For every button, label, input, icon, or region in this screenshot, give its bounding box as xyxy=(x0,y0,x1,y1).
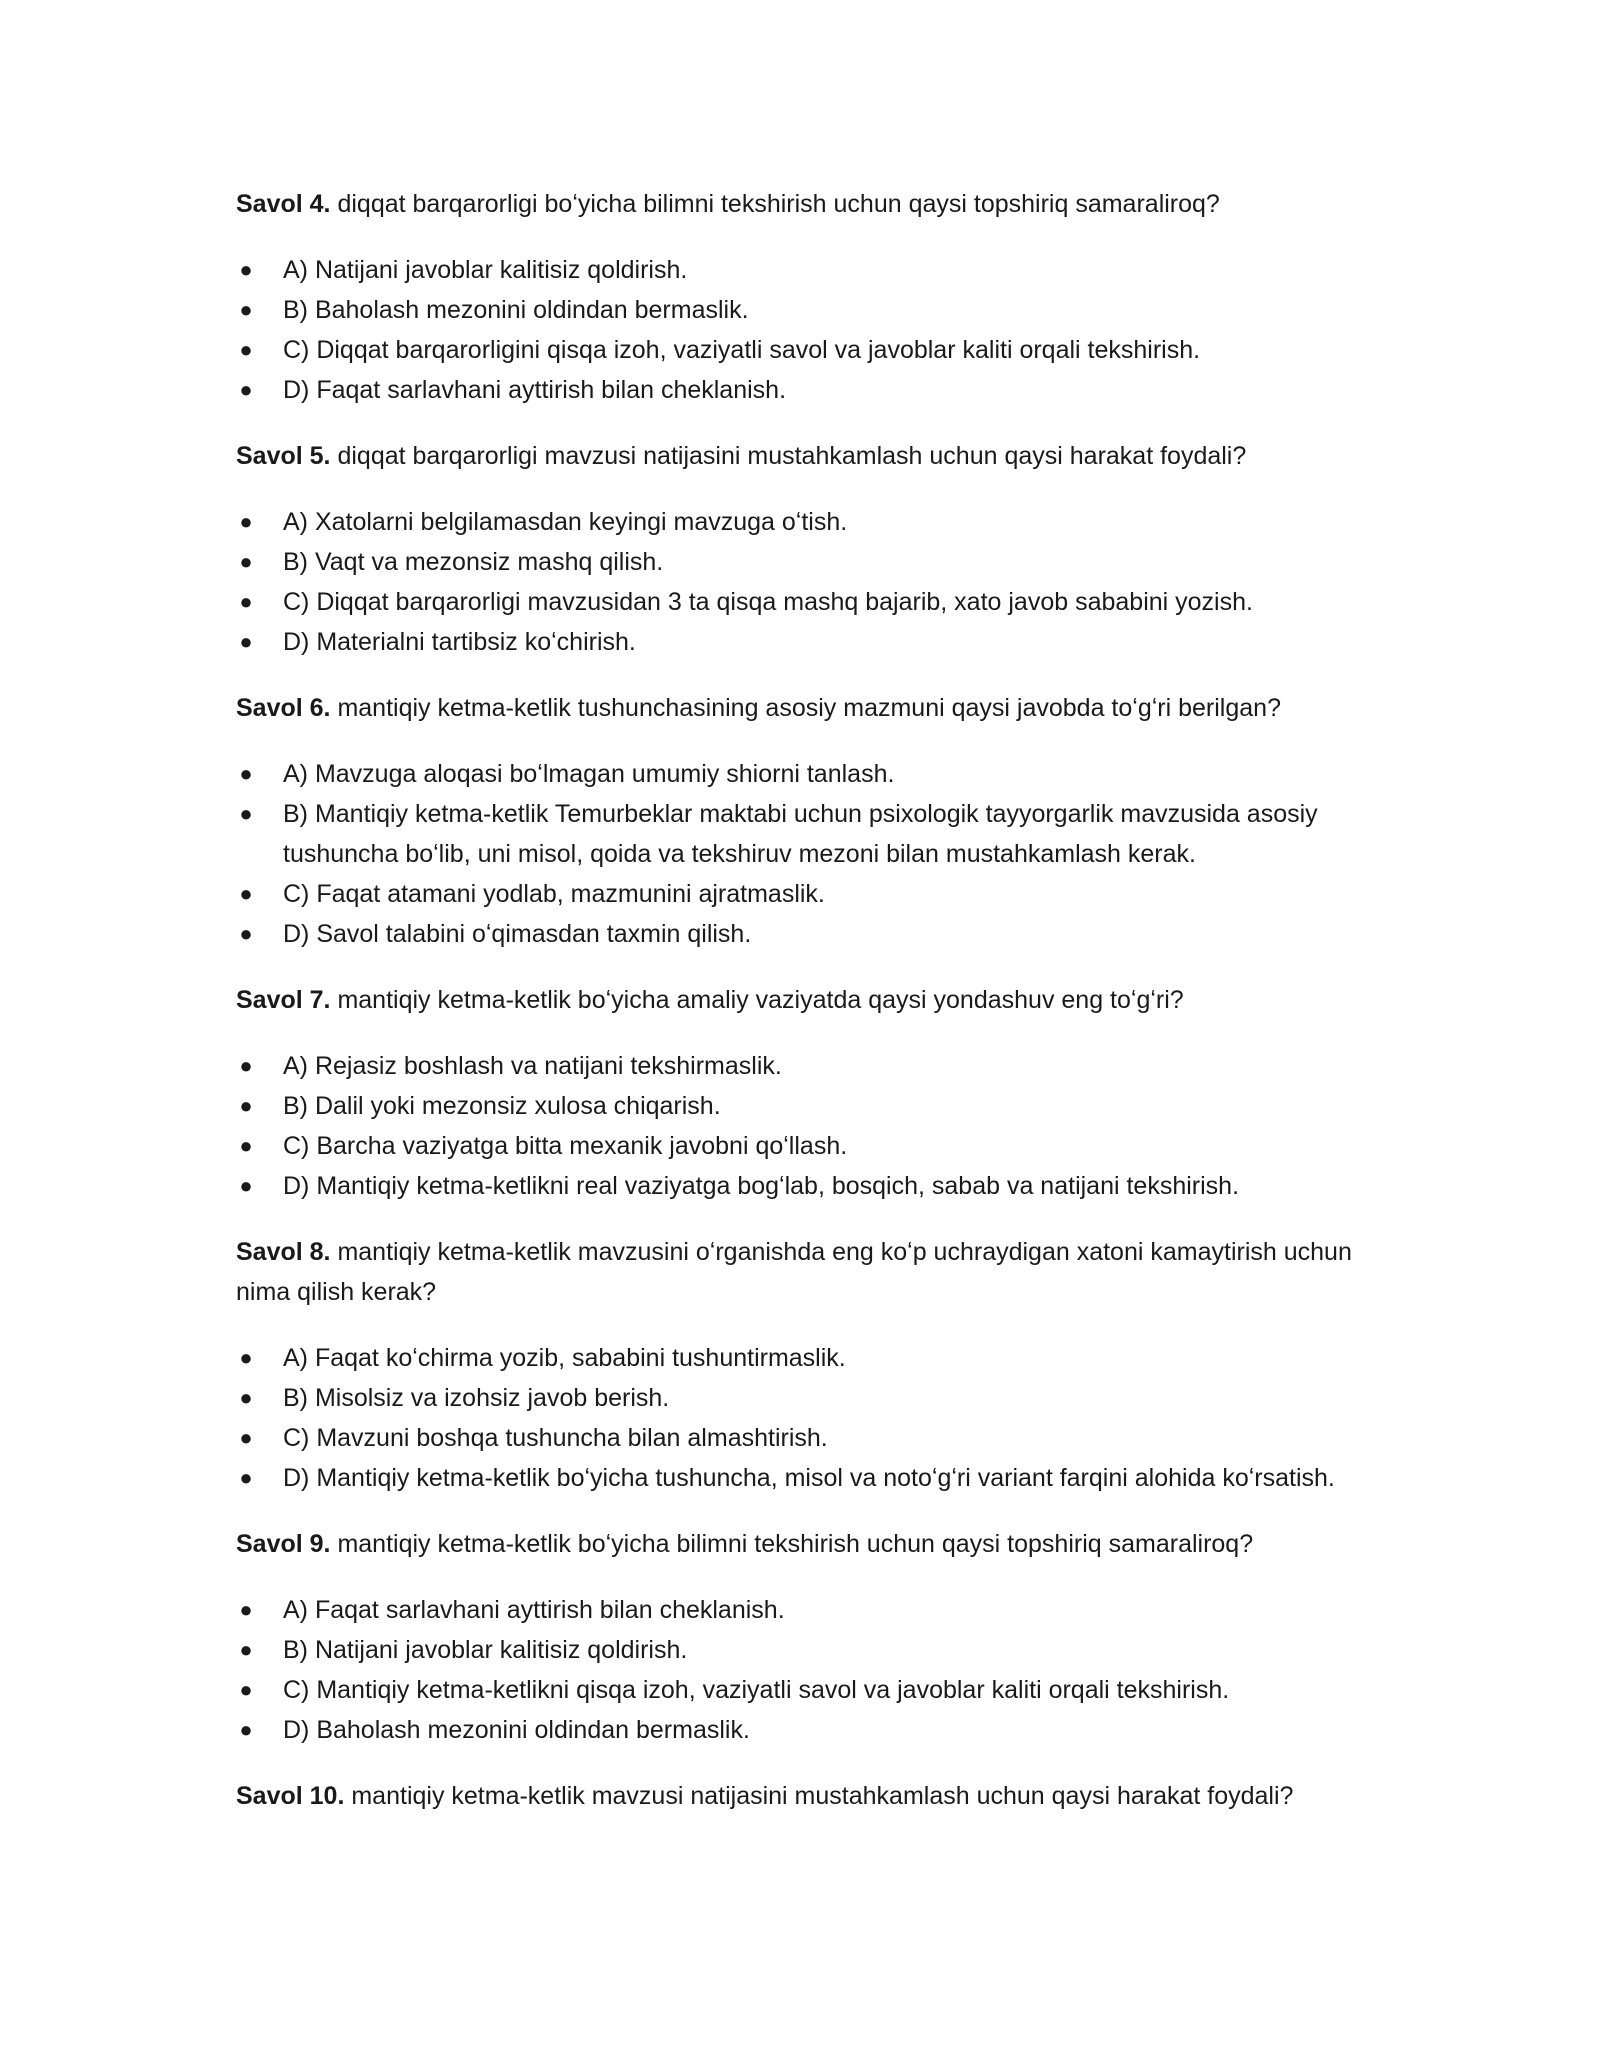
question-text: mantiqiy ketma-ketlik boʻyicha amaliy vaziyatda qaysi yondashuv eng toʻgʻri? xyxy=(337,986,1184,1014)
document-content xyxy=(236,184,1356,1842)
answer-option xyxy=(236,1338,1356,1378)
question-label: Savol 10. xyxy=(236,1782,345,1810)
bullet-icon: ● xyxy=(239,1465,253,1490)
answer-option xyxy=(236,1166,1356,1206)
question-label: Savol 4. xyxy=(236,190,331,218)
answer-option xyxy=(236,1086,1356,1126)
answer-option-text: A) Faqat koʻchirma yozib, sababini tushuntirmaslik. xyxy=(283,1344,846,1372)
answer-option-text: B) Baholash mezonini oldindan bermaslik. xyxy=(283,296,749,324)
bullet-icon: ● xyxy=(239,1597,253,1622)
question-block xyxy=(236,1232,1356,1498)
bullet-icon: ● xyxy=(239,1133,253,1158)
bullet-icon: ● xyxy=(239,629,253,654)
question-block xyxy=(236,184,1356,410)
answer-option-text: D) Baholash mezonini oldindan bermaslik. xyxy=(283,1716,750,1744)
answer-option-text: B) Misolsiz va izohsiz javob berish. xyxy=(283,1384,670,1412)
bullet-icon: ● xyxy=(239,549,253,574)
question-title xyxy=(236,1524,1356,1564)
answer-option xyxy=(236,582,1356,622)
bullet-icon: ● xyxy=(239,377,253,402)
bullet-icon: ● xyxy=(239,1173,253,1198)
answer-option xyxy=(236,250,1356,290)
answer-option xyxy=(236,754,1356,794)
answer-option-text: C) Diqqat barqarorligini qisqa izoh, vaziyatli savol va javoblar kaliti orqali tekshirish. xyxy=(283,336,1201,364)
answer-option xyxy=(236,1378,1356,1418)
bullet-icon: ● xyxy=(239,1053,253,1078)
question-block xyxy=(236,436,1356,662)
answer-option-text: B) Natijani javoblar kalitisiz qoldirish. xyxy=(283,1636,688,1664)
question-label: Savol 8. xyxy=(236,1238,331,1266)
answer-option xyxy=(236,330,1356,370)
answer-option xyxy=(236,1046,1356,1086)
answer-option xyxy=(236,1670,1356,1710)
answer-option xyxy=(236,794,1356,874)
bullet-icon: ● xyxy=(239,509,253,534)
bullet-icon: ● xyxy=(239,761,253,786)
answer-options-list xyxy=(236,250,1356,410)
answer-option xyxy=(236,290,1356,330)
question-text: diqqat barqarorligi mavzusi natijasini mustahkamlash uchun qaysi harakat foydali? xyxy=(337,442,1247,470)
answer-option-text: C) Faqat atamani yodlab, mazmunini ajratmaslik. xyxy=(283,880,825,908)
question-title xyxy=(236,1232,1356,1312)
answer-option-text: A) Faqat sarlavhani ayttirish bilan cheklanish. xyxy=(283,1596,785,1624)
answer-options-list xyxy=(236,1338,1356,1498)
bullet-icon: ● xyxy=(239,1637,253,1662)
answer-option xyxy=(236,1710,1356,1750)
bullet-icon: ● xyxy=(239,1385,253,1410)
answer-option xyxy=(236,1418,1356,1458)
question-text: diqqat barqarorligi boʻyicha bilimni tekshirish uchun qaysi topshiriq samaraliroq? xyxy=(337,190,1220,218)
answer-options-list xyxy=(236,1590,1356,1750)
answer-option-text: A) Rejasiz boshlash va natijani tekshirmaslik. xyxy=(283,1052,782,1080)
question-block xyxy=(236,1524,1356,1750)
question-title xyxy=(236,980,1356,1020)
bullet-icon: ● xyxy=(239,921,253,946)
bullet-icon: ● xyxy=(239,1677,253,1702)
answer-options-list xyxy=(236,502,1356,662)
bullet-icon: ● xyxy=(239,337,253,362)
answer-option-text: B) Dalil yoki mezonsiz xulosa chiqarish. xyxy=(283,1092,721,1120)
answer-option-text: D) Savol talabini oʻqimasdan taxmin qilish. xyxy=(283,920,752,948)
answer-option-text: B) Vaqt va mezonsiz mashq qilish. xyxy=(283,548,664,576)
bullet-icon: ● xyxy=(239,801,253,826)
answer-option-text: C) Mavzuni boshqa tushuncha bilan almashtirish. xyxy=(283,1424,828,1452)
answer-option-text: D) Mantiqiy ketma-ketlik boʻyicha tushuncha, misol va notoʻgʻri variant farqini alohida koʻrsatish. xyxy=(283,1464,1335,1492)
answer-option xyxy=(236,542,1356,582)
question-label: Savol 6. xyxy=(236,694,331,722)
bullet-icon: ● xyxy=(239,1345,253,1370)
question-title xyxy=(236,184,1356,224)
bullet-icon: ● xyxy=(239,589,253,614)
question-title xyxy=(236,1776,1356,1816)
answer-option-text: A) Mavzuga aloqasi boʻlmagan umumiy shiorni tanlash. xyxy=(283,760,895,788)
answer-option-text: A) Natijani javoblar kalitisiz qoldirish. xyxy=(283,256,688,284)
answer-option xyxy=(236,1630,1356,1670)
question-text: mantiqiy ketma-ketlik tushunchasining asosiy mazmuni qaysi javobda toʻgʻri berilgan? xyxy=(337,694,1281,722)
answer-option-text: C) Barcha vaziyatga bitta mexanik javobni qoʻllash. xyxy=(283,1132,848,1160)
answer-option-text: A) Xatolarni belgilamasdan keyingi mavzuga oʻtish. xyxy=(283,508,848,536)
bullet-icon: ● xyxy=(239,1717,253,1742)
bullet-icon: ● xyxy=(239,1425,253,1450)
answer-options-list xyxy=(236,1046,1356,1206)
answer-option-text: C) Mantiqiy ketma-ketlikni qisqa izoh, vaziyatli savol va javoblar kaliti orqali tekshirish. xyxy=(283,1676,1230,1704)
question-title xyxy=(236,436,1356,476)
answer-option-text: C) Diqqat barqarorligi mavzusidan 3 ta qisqa mashq bajarib, xato javob sababini yozish. xyxy=(283,588,1253,616)
answer-option-text: D) Materialni tartibsiz koʻchirish. xyxy=(283,628,636,656)
answer-options-list xyxy=(236,754,1356,954)
bullet-icon: ● xyxy=(239,297,253,322)
question-block xyxy=(236,1776,1356,1816)
bullet-icon: ● xyxy=(239,257,253,282)
question-label: Savol 5. xyxy=(236,442,331,470)
question-text: mantiqiy ketma-ketlik mavzusini oʻrganishda eng koʻp uchraydigan xatoni kamaytirish uchun nima qilish kerak? xyxy=(236,1238,1352,1306)
answer-option xyxy=(236,502,1356,542)
answer-option-text: D) Faqat sarlavhani ayttirish bilan cheklanish. xyxy=(283,376,787,404)
bullet-icon: ● xyxy=(239,1093,253,1118)
answer-option xyxy=(236,370,1356,410)
question-block xyxy=(236,980,1356,1206)
answer-option-text: B) Mantiqiy ketma-ketlik Temurbeklar maktabi uchun psixologik tayyorgarlik mavzusida asosiy tushuncha boʻlib, uni misol, qoida va tekshiruv mezoni bilan mustahkamlash kerak. xyxy=(283,800,1318,868)
question-label: Savol 9. xyxy=(236,1530,331,1558)
bullet-icon: ● xyxy=(239,881,253,906)
question-block xyxy=(236,688,1356,954)
question-text: mantiqiy ketma-ketlik boʻyicha bilimni tekshirish uchun qaysi topshiriq samaraliroq? xyxy=(337,1530,1254,1558)
answer-option xyxy=(236,914,1356,954)
answer-option xyxy=(236,1126,1356,1166)
question-title xyxy=(236,688,1356,728)
question-label: Savol 7. xyxy=(236,986,331,1014)
answer-option xyxy=(236,874,1356,914)
answer-option xyxy=(236,1590,1356,1630)
answer-option xyxy=(236,622,1356,662)
question-text: mantiqiy ketma-ketlik mavzusi natijasini mustahkamlash uchun qaysi harakat foydali? xyxy=(351,1782,1294,1810)
answer-option-text: D) Mantiqiy ketma-ketlikni real vaziyatga bogʻlab, bosqich, sabab va natijani tekshirish. xyxy=(283,1172,1240,1200)
answer-option xyxy=(236,1458,1356,1498)
